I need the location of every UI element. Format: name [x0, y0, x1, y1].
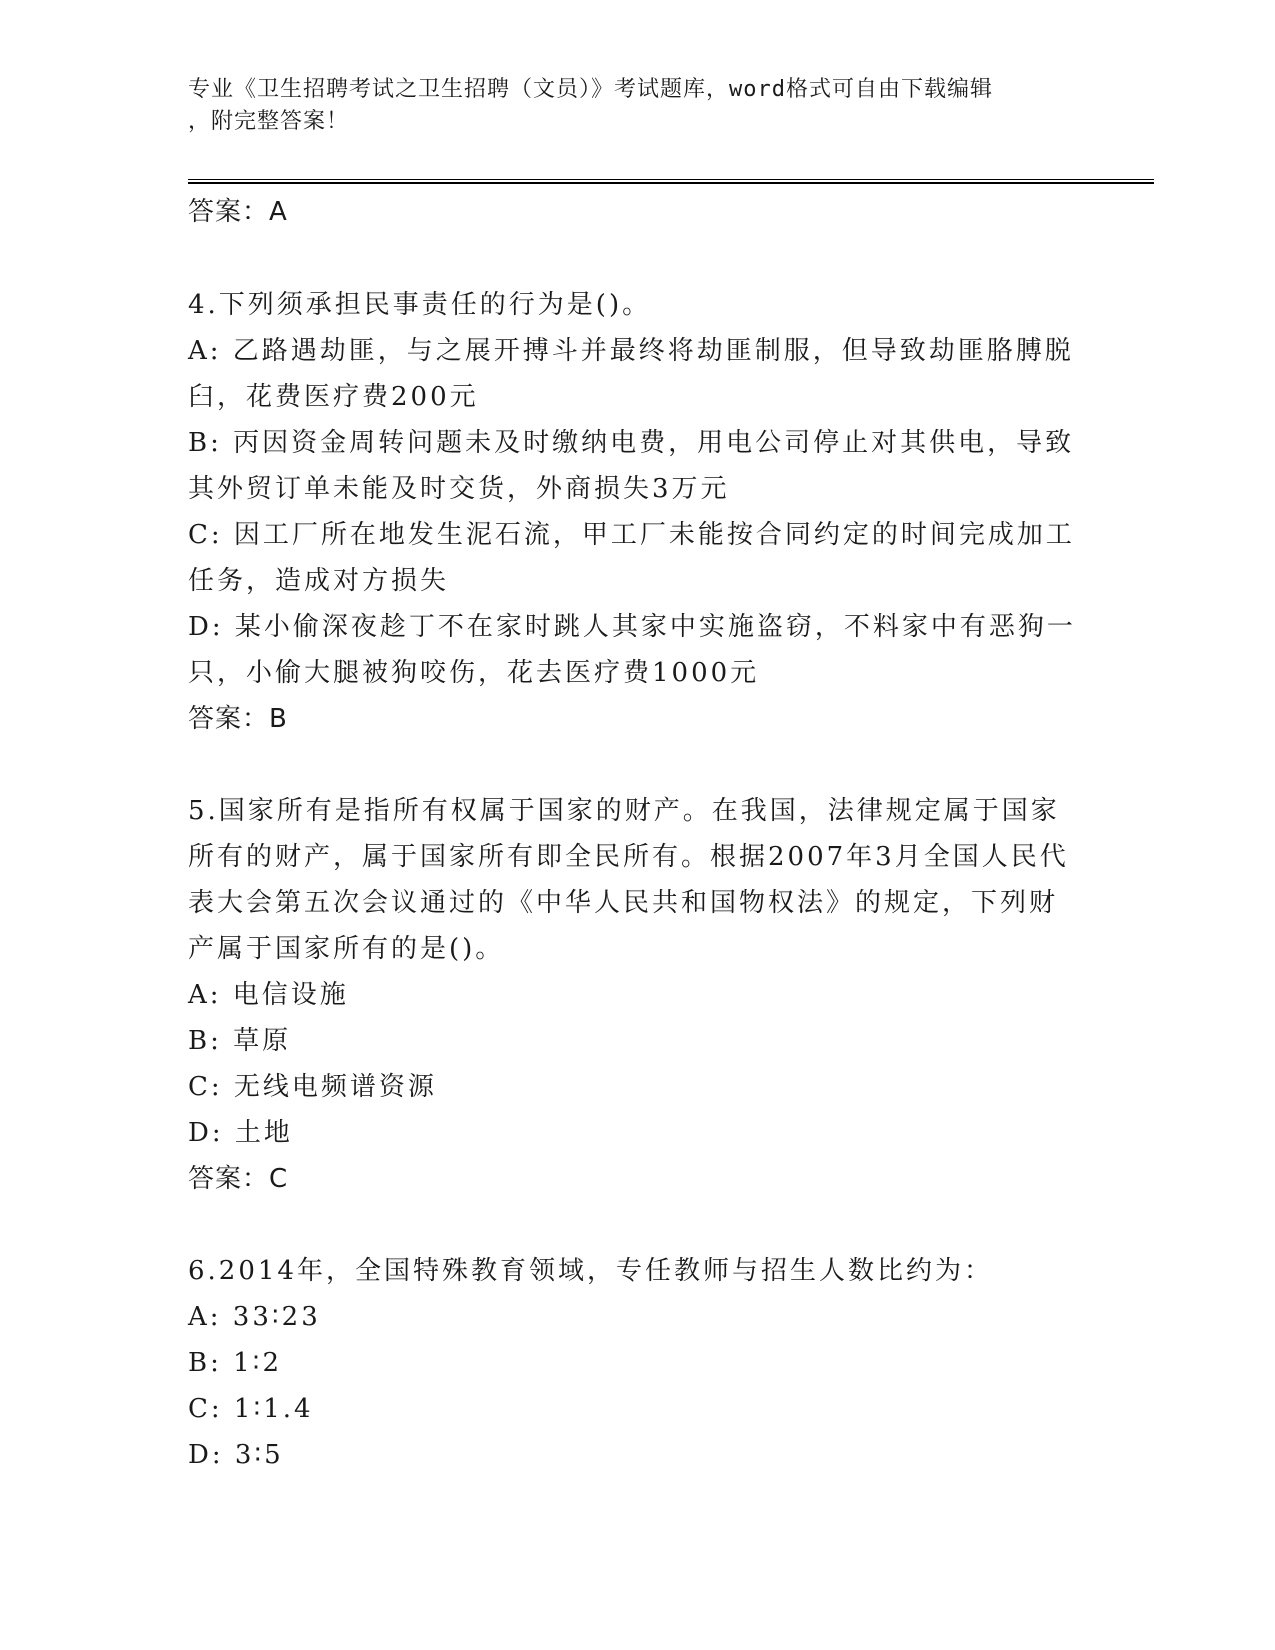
question-stem-line-2: 所有的财产，属于国家所有即全民所有。根据2007年3月全国人民代: [188, 842, 1069, 872]
option-c-line-1: C: 因工厂所在地发生泥石流，甲工厂未能按合同约定的时间完成加工: [188, 520, 1075, 550]
option-a-line-1: A: 乙路遇劫匪，与之展开搏斗并最终将劫匪制服，但导致劫匪胳膊脱: [188, 336, 1074, 366]
document-header: [188, 74, 1068, 138]
answer-q5: 答案：C: [188, 1164, 289, 1194]
question-stem: 6.2014年，全国特殊教育领域，专任教师与招生人数比约为：: [188, 1256, 993, 1286]
option-c-line-2: 任务，造成对方损失: [188, 566, 450, 596]
question-5: [188, 788, 1088, 1156]
answer-q4: 答案：B: [188, 704, 288, 734]
question-stem-line-4: 产属于国家所有的是()。: [188, 934, 505, 964]
option-d-line-2: 只，小偷大腿被狗咬伤，花去医疗费1000元: [188, 658, 760, 688]
question-stem: 4.下列须承担民事责任的行为是()。: [188, 290, 652, 320]
answer-q3: 答案：A: [188, 197, 288, 227]
question-stem-line-1: 5.国家所有是指所有权属于国家的财产。在我国，法律规定属于国家: [188, 796, 1060, 826]
option-a: A: 电信设施: [188, 980, 349, 1010]
option-b-line-1: B: 丙因资金周转问题未及时缴纳电费，用电公司停止对其供电，导致: [188, 428, 1075, 458]
question-4: [188, 282, 1088, 696]
option-c: C: 无线电频谱资源: [188, 1072, 437, 1102]
option-d: D: 3∶5: [188, 1440, 284, 1470]
option-b: B: 草原: [188, 1026, 292, 1056]
header-line-1: 专业《卫生招聘考试之卫生招聘（文员）》考试题库，word格式可自由下载编辑: [188, 77, 993, 102]
option-d: D: 土地: [188, 1118, 293, 1148]
option-d-line-1: D: 某小偷深夜趁丁不在家时跳人其家中实施盗窃，不料家中有恶狗一: [188, 612, 1076, 642]
option-a-line-2: 臼，花费医疗费200元: [188, 382, 479, 412]
question-stem-line-3: 表大会第五次会议通过的《中华人民共和国物权法》的规定，下列财: [188, 888, 1059, 918]
option-b: B: 1∶2: [188, 1348, 282, 1378]
header-line-2: ，附完整答案！: [188, 109, 350, 134]
option-a: A: 33∶23: [188, 1302, 321, 1332]
option-c: C: 1∶1.4: [188, 1394, 314, 1424]
header-divider: [188, 179, 1154, 184]
question-6: [188, 1248, 1088, 1478]
option-b-line-2: 其外贸订单未能及时交货，外商损失3万元: [188, 474, 730, 504]
document-body: [188, 188, 1088, 1478]
